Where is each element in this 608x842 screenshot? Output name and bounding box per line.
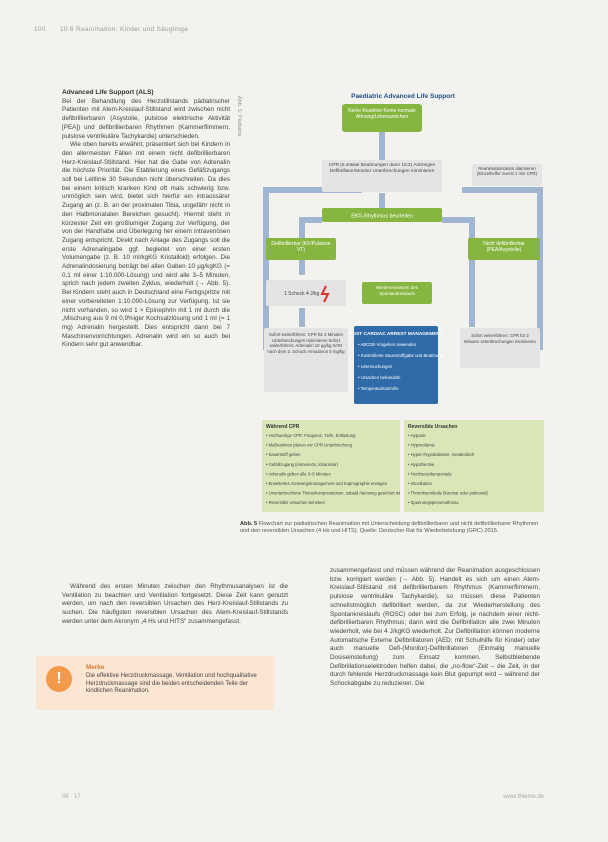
paragraph-4: zusammengefasst und müssen während der Reanimation ausgeschlossen bzw. korrigiert werden (→ Abb. 5). Handelt es sich um einen Atem-Kreislauf-Stillstand mit defibrillierbarem Rhythmus (Kammerflimmern, pulslose ventrikuläre Tachykardie), so müssen diese Patienten schnellstmöglich defibrilliert werden, da zur Wiederherstellung des Spontankreislaufs (ROSC) oder bei zum Erfolg, je nachdem einer nicht-defibrillierbaren Rhythmus; dann wird die Defibrillation alle zwei Minuten wiederholt, wie bei 4 J/kgKG wiederholt. Zur Defibrillation können moderne Automatische Externe Defibrillatoren (AED; mit Schulhilfe für Kinder) oder auch manuelle Defi-(Monitor)-Defibrillatoren (Einmalig manuelle Dosiseinstellung) zum Einsatz kommen. Selbstbleibende Defibrillationselektroden helfen dabei, die „no-flow“-Zeit – die Zeit, in der durch fehlende Herzdruckmassage kein Blut gepumpt wird – während der Schockabgabe zu reduzieren. Die [330, 567, 540, 688]
figure-caption [240, 521, 542, 536]
paragraph-2: Wie oben bereits erwähnt, präsentiert sich bei Kindern in den allermeisten Fällen mit einem nicht defibrillierbaren Herz-Kreislauf-Stillstand. Hier hat die Gabe von Adrenalin die höchste Priorität. Die Etablierung eines Gefäßzugangs soll bei Leitlinie 30 Sekunden nicht überschreiten. Da dies bei einem kritisch kranken Kind oft mals schwierig bzw. unmöglich sein wird, bietet sich hierfür ein intraossärer Zugang an (z. B. an der proximalen Tibia, ungefähr nicht in den Halbmonatalen Bereichen gesucht). Hiermit steht in kürzester Zeit ein großlumiger Zugang zur Verfügung, der von der Handhabe und Überlegung her einem intravenösen Zugang entspricht. Direkt nach Anlage des Zugangs soll die erste Adrenalingabe ggf. begleitet von einer ersten Volumengabe (z. B. 10 ml/kgKG Kristalloid) erfolgen. Die Adrenalindosierung beträgt bei allen Gaben 10 µg/kgKG (= 0,1 ml einer 1:10.000-Lösung) und wird alle 3–5 Minuten, sprich nach jedem zweiten Zyklus, wiederholt (→ Abb. 5). Bei Kindern steht auch in Deutschland eine Fertigspritze mit einer vorbereiteten 1:10.000-Lösung zur Verfügung. Ist sie nicht vorhanden, so wird 1 × Epinephrin mit 1 ml durch die „Mischung aus 9 ml 0,9%iger Kochsalzlösung und 1 ml (= 1 mg) Adrenalin hergestellt. Dies entspricht dann bei 7 Maschinenvorrichtungen. Adrenalin wird ein so auch bei Kindern sehr gut anwendbar. [62, 141, 230, 349]
caption-label: Abb. 5 [240, 521, 258, 527]
list-item: • Hochwertige CPR: Frequenz, Tiefe, Entlastung [266, 433, 356, 438]
list-item: • Herzbeuteltamponade [408, 471, 452, 477]
list-item: • Ursachen behandeln [358, 375, 401, 380]
list-item: • Maßnahmen planen vor CPR-Unterbrechung [266, 442, 352, 448]
unresponsive-text: Keine Reaktion Keine normale Atmung/Lebenszeichen [348, 108, 416, 120]
figure-side-label: Abb. 5: Pädiatrie [236, 96, 242, 137]
list-item: • Spannungspneumothorax [408, 500, 459, 506]
assess-rhythm-text: EKG-Rhythmus beurteilen [351, 213, 413, 220]
shock-text: 1 Schock 4 J/kg [284, 291, 320, 297]
note-box [36, 656, 274, 710]
list-item: • Temperaturkontrolle [358, 386, 399, 391]
caption-text: Flowchart zur pädiatrischen Reanimation mit Unterscheidung defibrillierbarer und nicht defibrillierbarer Rhythmen und den reversiblen Ursachen (4 Hs und HITS). Quelle: Deutscher Rat für Wiederbelebung (GRC) 2015. [240, 521, 539, 535]
note-title: Merke [86, 664, 105, 671]
flowchart-title: Paediatric Advanced Life Support [351, 93, 455, 100]
list-item: • Intoxikation [408, 481, 432, 486]
reversible-causes-title: Reversible Ursachen [408, 424, 458, 430]
list-item: • Kontrollierte Sauerstoffgabe und Beatmung [358, 353, 444, 358]
list-item: • Untersuchungen [358, 364, 393, 369]
shockable-text: Defibrillierbar (KF/Pulslose VT) [271, 241, 331, 254]
list-item: • Thromboembolie (koronar oder pulmonal) [408, 490, 488, 496]
call-team-text: Reanimationsteam alarmieren (Einzelhelfer zuerst 1 min CPR) [476, 166, 538, 177]
text-column-bottom-right [330, 567, 540, 689]
list-item: • Erweitertes Atemwegsmanagement und Kapnographie erwägen [266, 481, 388, 486]
section-heading: Advanced Life Support (ALS) [62, 89, 154, 96]
list-item: • Sauerstoff geben [266, 452, 301, 458]
list-item: • Gefäßzugang (intravenös, intraossär) [266, 461, 338, 467]
paragraph-1: Bei der Behandlung des Herzstillstands pädiatrischer Patienten mit Atem-Kreislauf-Stillstand wird zwischen nicht defibrillierbaren (Asystolie, pulslose elektrische Aktivität [PEA]) und defibrillierbaren Rhythmen (Kammerflimmern, pulslose ventrikuläre Tachykardie) unterschieden. [62, 97, 230, 140]
page-number: 100 [34, 26, 46, 33]
post-arrest-title: POST CARDIAC ARREST MANAGEMENT [349, 332, 443, 337]
right-cpr-text: Sofort weiterführen: CPR für 2 Minuten Unterbrechungen minimieren [464, 333, 536, 344]
text-column-bottom-left [62, 583, 288, 627]
list-item: • Hypoxie [408, 433, 426, 438]
list-item: • Hyper-/Hypokaliämie, metabolisch [408, 452, 475, 458]
list-item: • Hypovolämie [408, 442, 435, 448]
left-cpr-text: Sofort weiterführen: CPR für 2 Minuten Unterbrechungen minimieren Sofort weiterführen: Adrenalin 10 µg/kg IV/IO nach dem 3. Schock Amiodaron 5 mg/kg [267, 332, 345, 354]
list-item: • Ununterbrochene Thoraxkompressionen, sobald Atemweg gesichert ist [266, 490, 401, 496]
running-header [34, 26, 189, 33]
footer-left: 08 · 17 [62, 794, 81, 800]
list-item: • Hypothermie [408, 461, 435, 467]
during-cpr-title: Während CPR [266, 424, 300, 430]
list-item: • Adrenalin geben alle 3–5 Minuten [266, 471, 331, 477]
paragraph-3: Während des ersten Minuten zwischen den Rhythmusanalysen ist die Ventilation zu beachten und Ventilation fortgesetzt. Diese Zeit kann genutzt werden, um nach den reversiblen Ursachen des Herz-Kreislauf-Stillstands zu suchen. Die häufigsten reversiblen Ursachen des Atem-Kreislauf-Stillstands werden unter dem Akronym „4 Hs und HITS“ zusammengefasst. [62, 583, 288, 625]
running-title: 10.6 Reanimation: Kinder und Säuglinge [60, 26, 189, 33]
footer-right: www.thieme.de [503, 794, 544, 800]
rosc-text: Wiedereinsetzen des Spontankreislaufs [375, 285, 419, 296]
list-item: • ABCDE-Vorgehen anwenden [358, 342, 417, 347]
nonshockable-text: Nicht defibrillierbar (PEA/Asystolie) [483, 241, 525, 254]
pals-flowchart [262, 90, 544, 518]
cpr-start-text: CPR (5 initiale Beatmungen dann 15:2) Anbringen Defibrillator/Monitor Unterbrechungen minimieren [328, 163, 436, 174]
list-item: • Reversible Ursachen beheben [266, 500, 325, 506]
text-column-left [62, 89, 230, 350]
note-text: Die effektive Herzdruckmassage, Ventilation und hochqualitative Herzdruckmassage sind die beiden entscheidenden Teile der kindlichen Reanimation. [86, 673, 257, 695]
exclamation-icon: ! [46, 666, 72, 692]
